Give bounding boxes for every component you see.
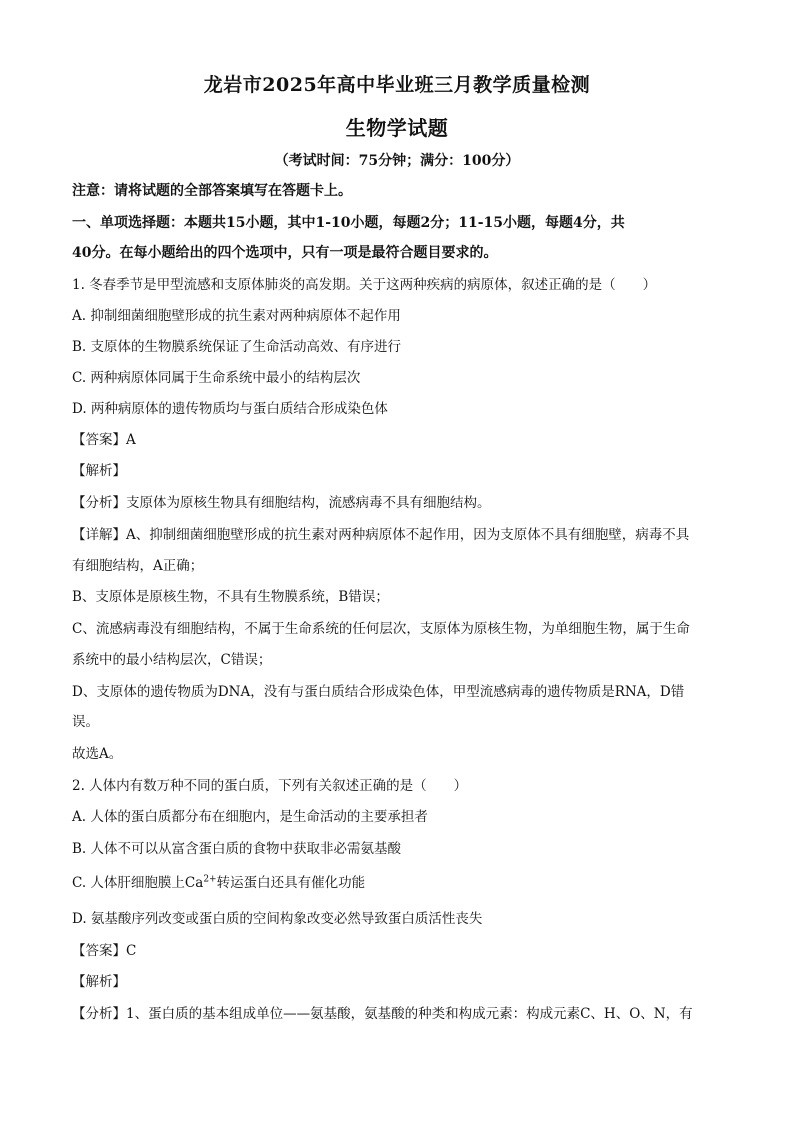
q1-xiangjie-b: B、支原体是原核生物，不具有生物膜系统，B错误； (72, 589, 389, 605)
q1-xiangjie-c2: 系统中的最小结构层次，C错误； (72, 652, 272, 668)
q1-stem: 1. 冬春季节是甲型流感和支原体肺炎的高发期。关于这两种疾病的病原体，叙述正确的是（ ） (72, 277, 657, 293)
section-heading-line2: 40分。在每小题给出的四个选项中，只有一项是最符合题目要求的。 (72, 245, 498, 261)
q1-option-b: B. 支原体的生物膜系统保证了生命活动高效、有序进行 (72, 339, 402, 355)
q1-xiangjie-1: 【详解】A、抑制细菌细胞壁形成的抗生素对两种病原体不起作用，因为支原体不具有细胞壁，病毒不具 (72, 527, 690, 543)
q2-fenxi: 【分析】1、蛋白质的基本组成单位——氨基酸，氨基酸的种类和构成元素：构成元素C、H、O、N，有 (72, 1006, 693, 1022)
section-heading-line1: 一、单项选择题：本题共15小题，其中1-10小题，每题2分；11-15小题，每题4分，共 (72, 215, 625, 231)
notice: 注意：请将试题的全部答案填写在答题卡上。 (72, 183, 352, 199)
q1-answer: 【答案】A (72, 432, 136, 448)
q2-option-c-suffix: 转运蛋白还具有催化功能 (216, 875, 366, 891)
q1-option-d: D. 两种病原体的遗传物质均与蛋白质结合形成染色体 (72, 401, 388, 417)
q1-xiangjie-d1: D、支原体的遗传物质为DNA，没有与蛋白质结合形成染色体，甲型流感病毒的遗传物质是RNA，D错 (72, 684, 685, 700)
q2-option-c-prefix: C. 人体肝细胞膜上Ca (72, 875, 204, 891)
q1-fenxi: 【分析】支原体为原核生物具有细胞结构，流感病毒不具有细胞结构。 (72, 495, 491, 511)
q2-option-a: A. 人体的蛋白质都分布在细胞内，是生命活动的主要承担者 (72, 809, 428, 825)
q2-option-c-superscript: 2+ (203, 874, 217, 885)
q2-option-d: D. 氨基酸序列改变或蛋白质的空间构象改变必然导致蛋白质活性丧失 (72, 911, 483, 927)
q1-option-a: A. 抑制细菌细胞壁形成的抗生素对两种病原体不起作用 (72, 308, 401, 324)
q1-xiangjie-c1: C、流感病毒没有细胞结构，不属于生命系统的任何层次，支原体为原核生物，为单细胞生物，属于生命 (72, 621, 690, 637)
subject-title: 生物学试题 (345, 116, 449, 140)
q1-analysis-label: 【解析】 (72, 463, 126, 479)
q2-answer: 【答案】C (72, 943, 137, 959)
exam-info: （考试时间：75分钟；满分：100分） (274, 153, 520, 169)
exam-title: 龙岩市2025年高中毕业班三月教学质量检测 (203, 74, 591, 96)
q1-xiangjie-2: 有细胞结构，A正确； (72, 558, 204, 574)
q2-option-b: B. 人体不可以从富含蛋白质的食物中获取非必需氨基酸 (72, 841, 402, 857)
q2-stem: 2. 人体内有数万种不同的蛋白质，下列有关叙述正确的是（ ） (72, 778, 468, 794)
q1-conclusion: 故选A。 (72, 746, 123, 762)
q1-option-c: C. 两种病原体同属于生命系统中最小的结构层次 (72, 370, 361, 386)
q2-analysis-label: 【解析】 (72, 974, 126, 990)
q2-option-c (72, 874, 722, 892)
q1-xiangjie-d2: 误。 (72, 714, 99, 730)
